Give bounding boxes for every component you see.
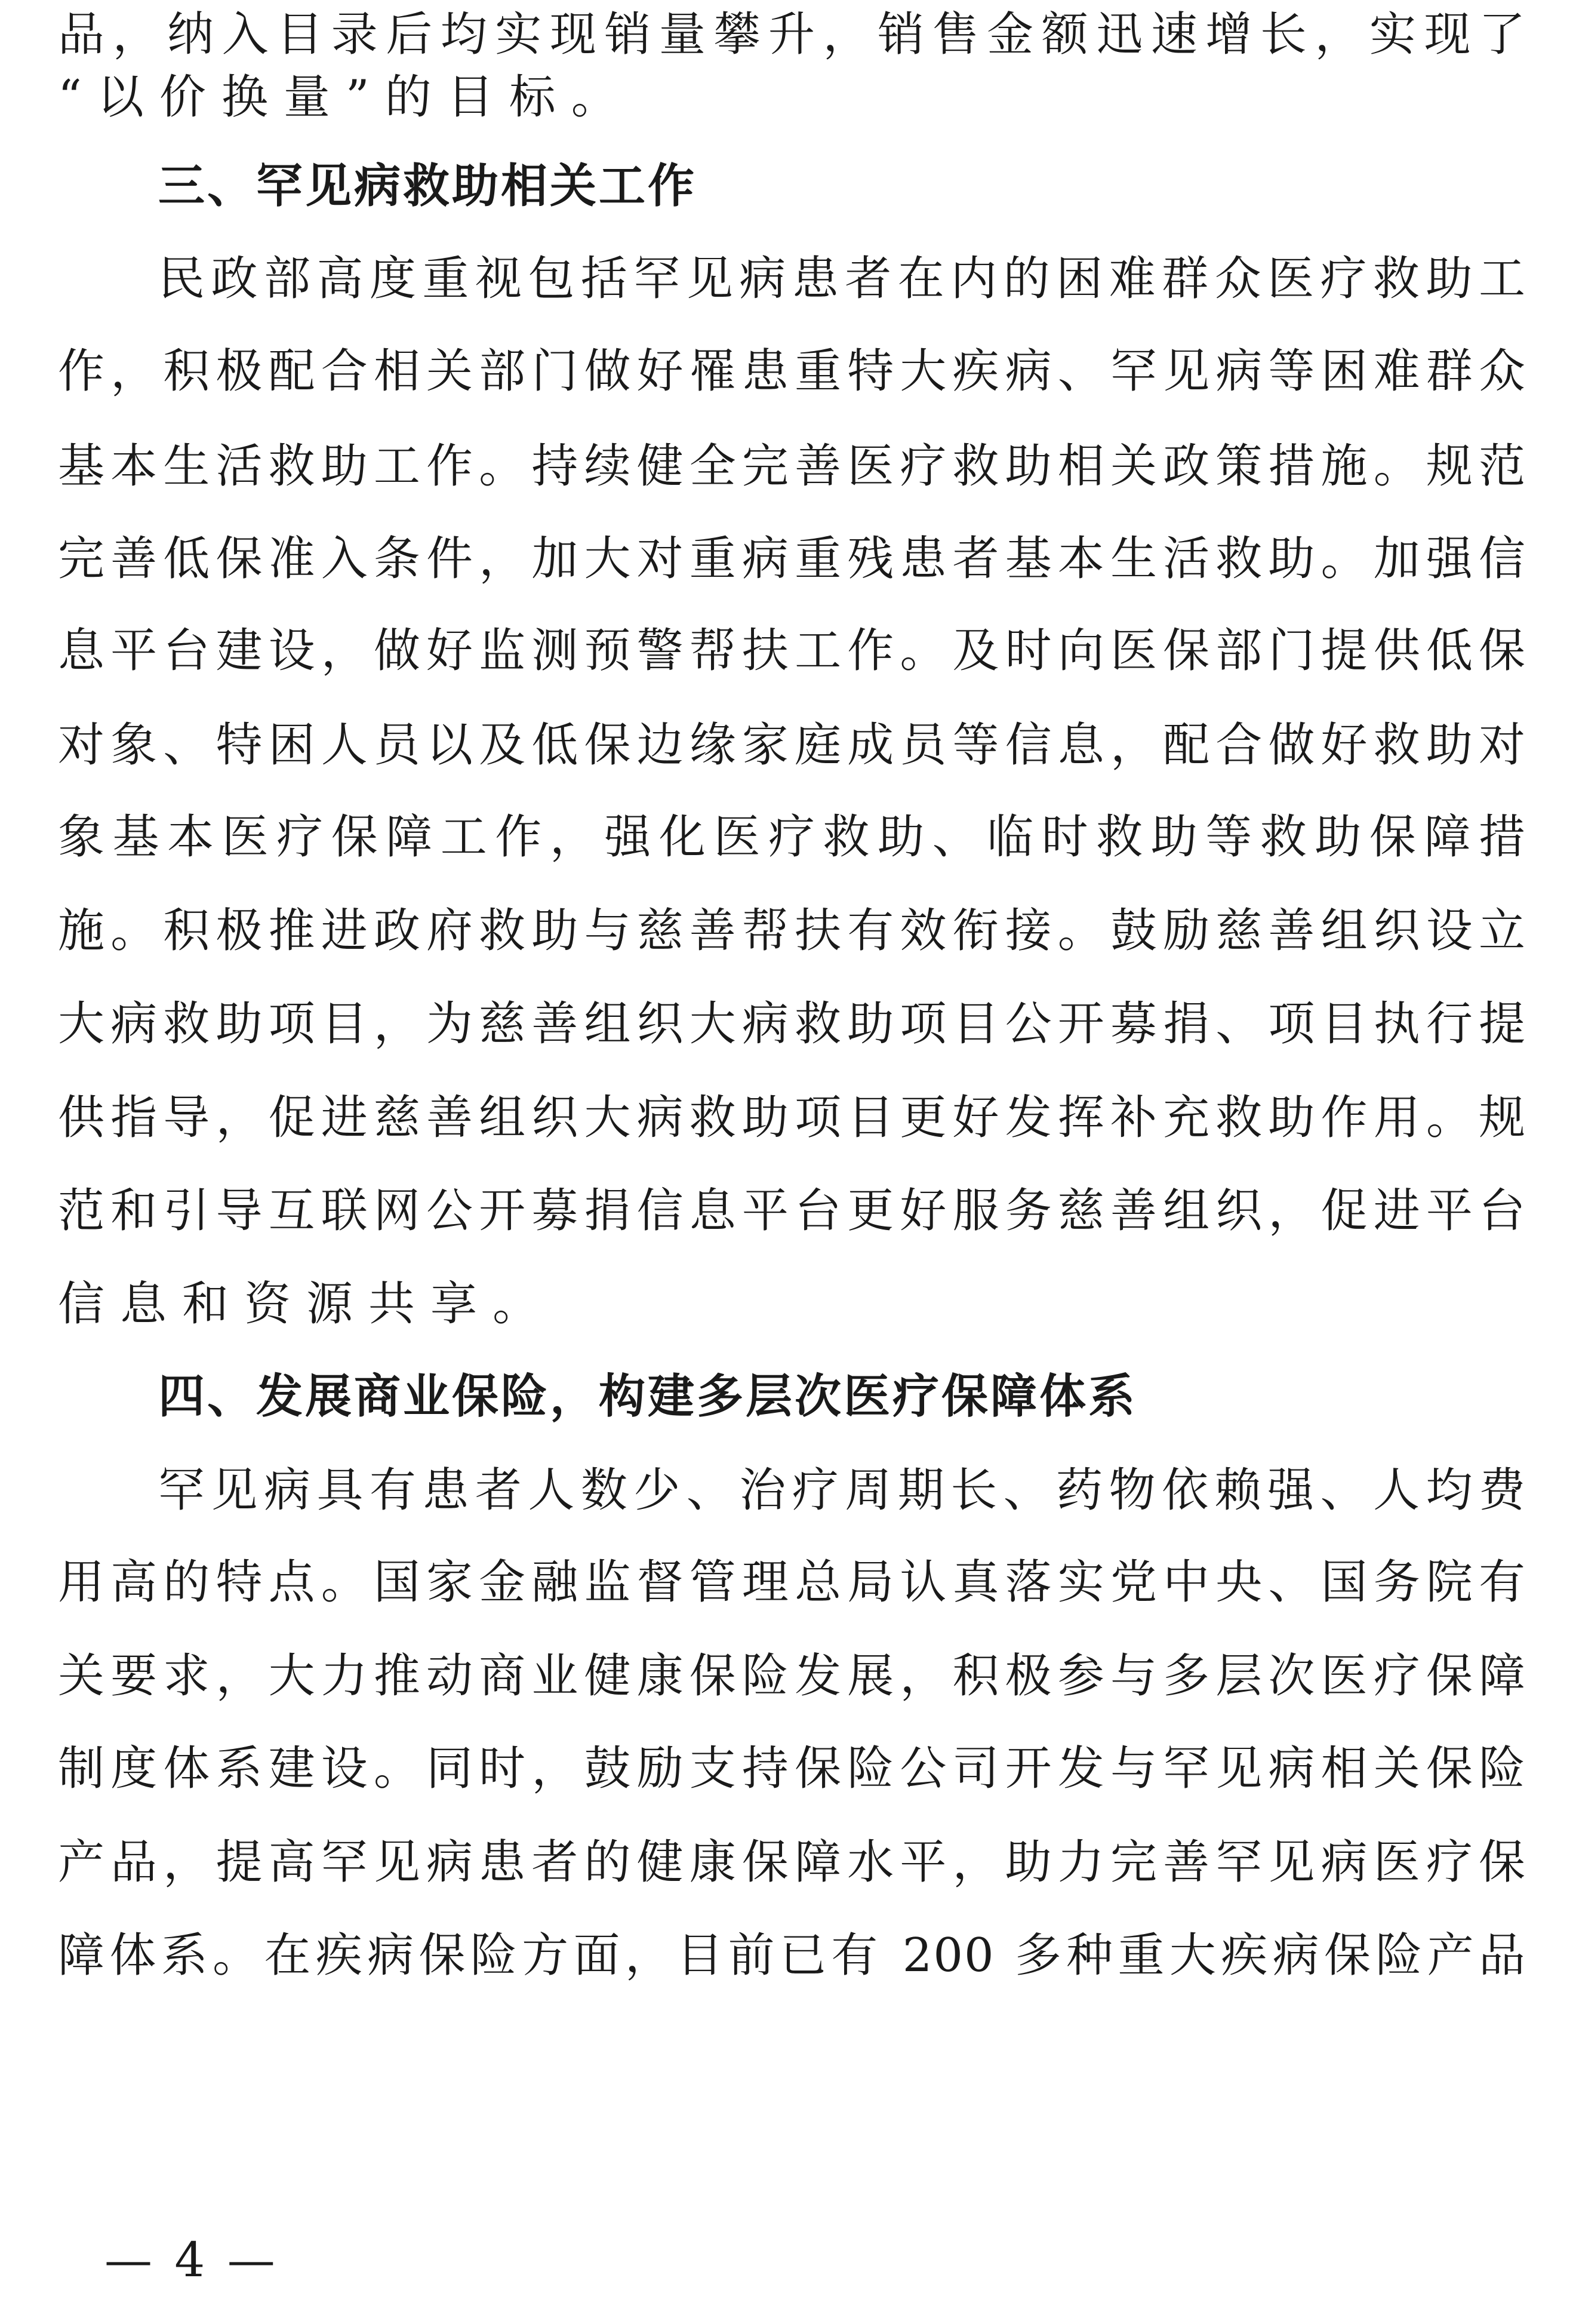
paragraph-line: 施。积极推进政府救助与慈善帮扶有效衔接。鼓励慈善组织设立 [58,904,1526,958]
paragraph-line: 大病救助项目，为慈善组织大病救助项目公开募捐、项目执行提 [58,997,1526,1051]
paragraph-line: 象基本医疗保障工作，强化医疗救助、临时救助等救助保障措 [58,810,1526,864]
paragraph-line: 供指导，促进慈善组织大病救助项目更好发挥补充救助作用。规 [58,1091,1526,1145]
paragraph-line: 息平台建设，做好监测预警帮扶工作。及时向医保部门提供低保 [58,624,1526,678]
paragraph-line: 完善低保准入条件，加大对重病重残患者基本生活救助。加强信 [58,532,1526,586]
paragraph-line: 品，纳入目录后均实现销量攀升，销售金额迅速增长，实现了 [58,8,1526,62]
paragraph-line: 信息和资源共享。 [58,1277,555,1331]
paragraph-line: 用高的特点。国家金融监督管理总局认真落实党中央、国务院有 [58,1556,1526,1609]
paragraph-line: “以价换量”的目标。 [58,70,633,124]
paragraph-line: 罕见病具有患者人数少、治疗周期长、药物依赖强、人均费 [158,1464,1526,1517]
paragraph-line: 障体系。在疾病保险方面，目前已有 200 多种重大疾病保险产品 [58,1929,1526,1982]
paragraph-line: 民政部高度重视包括罕见病患者在内的困难群众医疗救助工 [158,252,1526,306]
paragraph-line: 作，积极配合相关部门做好罹患重特大疾病、罕见病等困难群众 [58,345,1526,398]
paragraph-line: 产品，提高罕见病患者的健康保障水平，助力完善罕见病医疗保 [58,1836,1526,1889]
page-number: — 4 — [104,2232,279,2288]
paragraph-line: 范和引导互联网公开募捐信息平台更好服务慈善组织，促进平台 [58,1184,1526,1238]
paragraph-line: 基本生活救助工作。持续健全完善医疗救助相关政策措施。规范 [58,439,1526,493]
paragraph-line: 制度体系建设。同时，鼓励支持保险公司开发与罕见病相关保险 [58,1742,1526,1796]
section-heading-4: 四、发展商业保险，构建多层次医疗保障体系 [158,1370,1138,1424]
paragraph-line: 对象、特困人员以及低保边缘家庭成员等信息，配合做好救助对 [58,718,1526,772]
section-heading-3: 三、罕见病救助相关工作 [158,159,697,213]
paragraph-line: 关要求，大力推动商业健康保险发展，积极参与多层次医疗保障 [58,1649,1526,1703]
